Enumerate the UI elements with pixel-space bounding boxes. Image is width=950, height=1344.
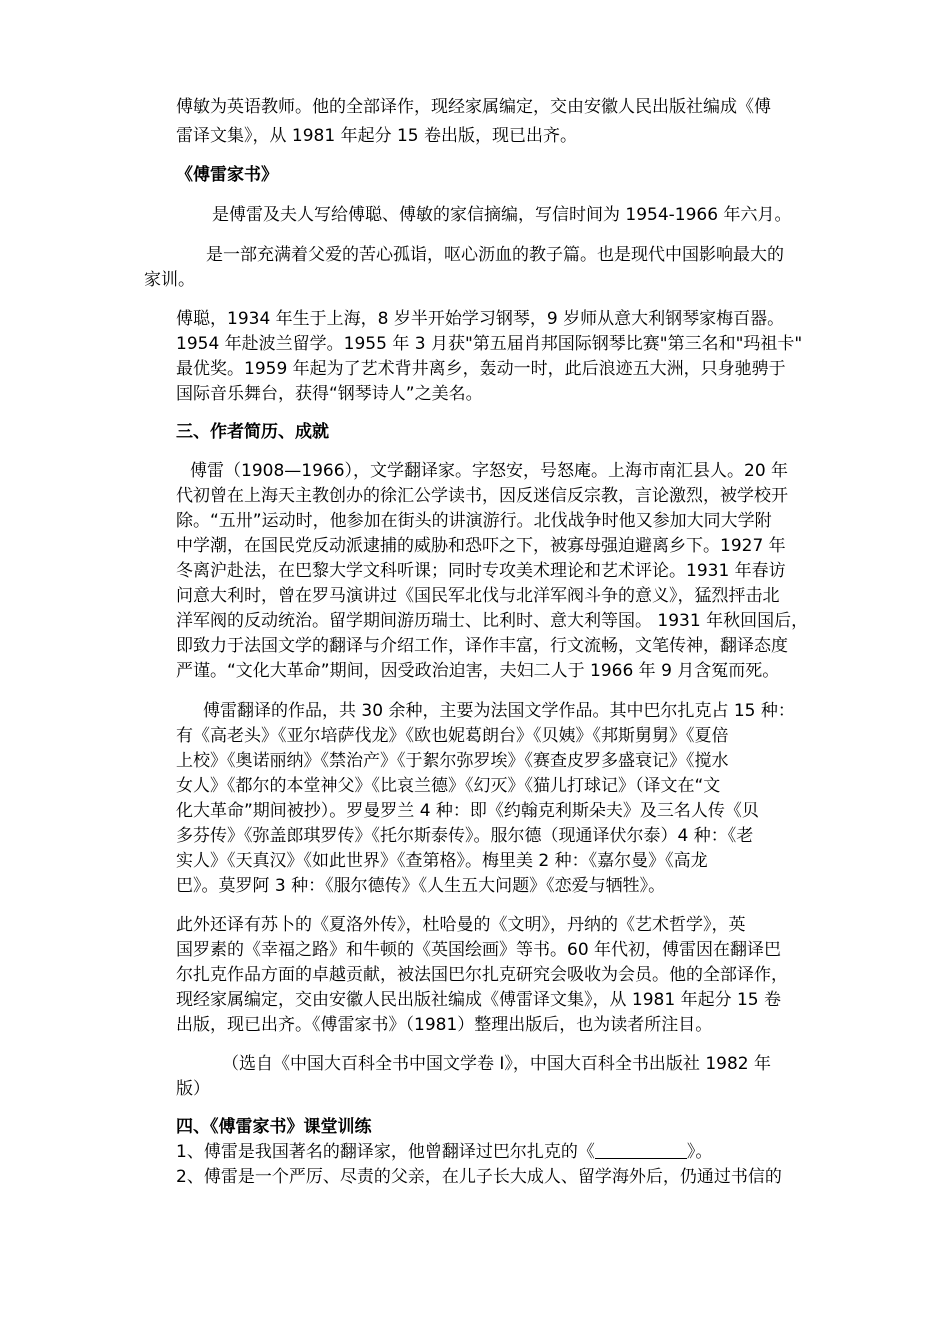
question-2: 2、傅雷是一个严厉、尽责的父亲，在儿子长大成人、留学海外后，仍通过书信的 <box>176 1167 782 1187</box>
other-line-5: 出版，现已出齐。《傅雷家书》（1981）整理出版后，也为读者所注目。 <box>176 1015 713 1035</box>
section-4-heading: 四、《傅雷家书》课堂训练 <box>176 1117 372 1137</box>
fucong-line-1: 傅聪，1934 年生于上海，8 岁半开始学习钢琴，9 岁师从意大利钢琴家梅百器。 <box>176 309 785 329</box>
works-line-2: 有《高老头》《亚尔培萨伐龙》《欧也妮葛朗台》《贝姨》《邦斯舅舅》《夏倍 <box>176 726 729 746</box>
book-title: 《傅雷家书》 <box>176 165 278 185</box>
source-line-2: 版） <box>176 1079 210 1099</box>
bio-line-1: 傅雷（1908—1966），文学翻译家。字怒安，号怒庵。上海市南汇县人。20 年 <box>190 461 789 481</box>
question-1-blank[interactable] <box>595 1140 687 1159</box>
other-line-3: 尔扎克作品方面的卓越贡献，被法国巴尔扎克研究会吸收为会员。他的全部译作， <box>176 965 788 985</box>
fucong-line-3: 最优奖。1959 年起为了艺术背井离乡，轰动一时，此后浪迹五大洲，只身驰骋于 <box>176 359 786 379</box>
works-line-7: 实人》《天真汉》《如此世界》《查第格》。梅里美 2 种：《嘉尔曼》《高龙 <box>176 851 708 871</box>
bio-line-9: 严谨。“文化大革命”期间，因受政治迫害，夫妇二人于 1966 年 9 月含冤而死。 <box>176 661 780 681</box>
works-line-1: 傅雷翻译的作品，共 30 余种，主要为法国文学作品。其中巴尔扎克占 15 种： <box>203 701 795 721</box>
book-desc-2a: 是一部充满着父爱的苦心孤诣，呕心沥血的教子篇。也是现代中国影响最大的 <box>206 245 784 265</box>
other-line-1: 此外还译有苏卜的《夏洛外传》，杜哈曼的《文明》，丹纳的《艺术哲学》，英 <box>176 915 746 935</box>
question-1-prefix: 1、傅雷是我国著名的翻译家，他曾翻译过巴尔扎克的《 <box>176 1142 595 1162</box>
bio-line-2: 代初曾在上海天主教创办的徐汇公学读书，因反迷信反宗教，言论激烈，被学校开 <box>176 486 788 506</box>
book-desc-2b: 家训。 <box>144 270 195 290</box>
works-line-3: 上校》《奥诺丽纳》《禁治产》《于絮尔弥罗埃》《赛查皮罗多盛衰记》《搅水 <box>176 751 729 771</box>
works-line-5: 化大革命”期间被抄）。罗曼罗兰 4 种：即《约翰克利斯朵夫》及三名人传《贝 <box>176 801 759 821</box>
other-line-2: 国罗素的《幸福之路》和牛顿的《英国绘画》等书。60 年代初，傅雷因在翻译巴 <box>176 940 782 960</box>
bio-line-8: 即致力于法国文学的翻译与介绍工作，译作丰富，行文流畅，文笔传神，翻译态度 <box>176 636 788 656</box>
intro-line-2: 雷译文集》，从 1981 年起分 15 卷出版，现已出齐。 <box>176 126 578 146</box>
section-3-heading: 三、作者简历、成就 <box>176 422 329 442</box>
bio-line-6: 问意大利时，曾在罗马演讲过《国民军北伐与北洋军阀斗争的意义》，猛烈抨击北 <box>176 586 780 606</box>
source-line-1: （选自《中国大百科全书中国文学卷 Ⅰ》，中国大百科全书出版社 1982 年 <box>222 1054 771 1074</box>
works-line-8: 巴》。莫罗阿 3 种：《服尔德传》《人生五大问题》《恋爱与牺牲》。 <box>176 876 666 896</box>
other-line-4: 现经家属编定，交由安徽人民出版社编成《傅雷译文集》，从 1981 年起分 15 卷 <box>176 990 782 1010</box>
bio-line-3: 除。“五卅”运动时，他参加在街头的讲演游行。北伐战争时他又参加大同大学附 <box>176 511 772 531</box>
intro-line-1: 傅敏为英语教师。他的全部译作，现经家属编定，交由安徽人民出版社编成《傅 <box>176 97 771 117</box>
works-line-6: 多芬传》《弥盖郎琪罗传》《托尔斯泰传》。服尔德（现通译伏尔泰）4 种：《老 <box>176 826 754 846</box>
question-1-suffix: 》。 <box>686 1142 713 1162</box>
fucong-line-2: 1954 年赴波兰留学。1955 年 3 月获"第五届肖邦国际钢琴比赛"第三名和"玛祖卡" <box>176 334 803 354</box>
bio-line-4: 中学潮，在国民党反动派逮捕的威胁和恐吓之下，被寡母强迫避离乡下。1927 年 <box>176 536 786 556</box>
bio-line-7: 洋军阀的反动统治。留学期间游历瑞士、比利时、意大利等国。 1931 年秋回国后， <box>176 611 809 631</box>
works-line-4: 女人》《都尔的本堂神父》《比哀兰德》《幻灭》《猫儿打球记》（译文在“文 <box>176 776 721 796</box>
fucong-line-4: 国际音乐舞台，获得“钢琴诗人”之美名。 <box>176 384 483 404</box>
bio-line-5: 冬离沪赴法，在巴黎大学文科听课；同时专攻美术理论和艺术评论。1931 年春访 <box>176 561 786 581</box>
book-desc-1: 是傅雷及夫人写给傅聪、傅敏的家信摘编，写信时间为 1954-1966 年六月。 <box>212 205 792 225</box>
